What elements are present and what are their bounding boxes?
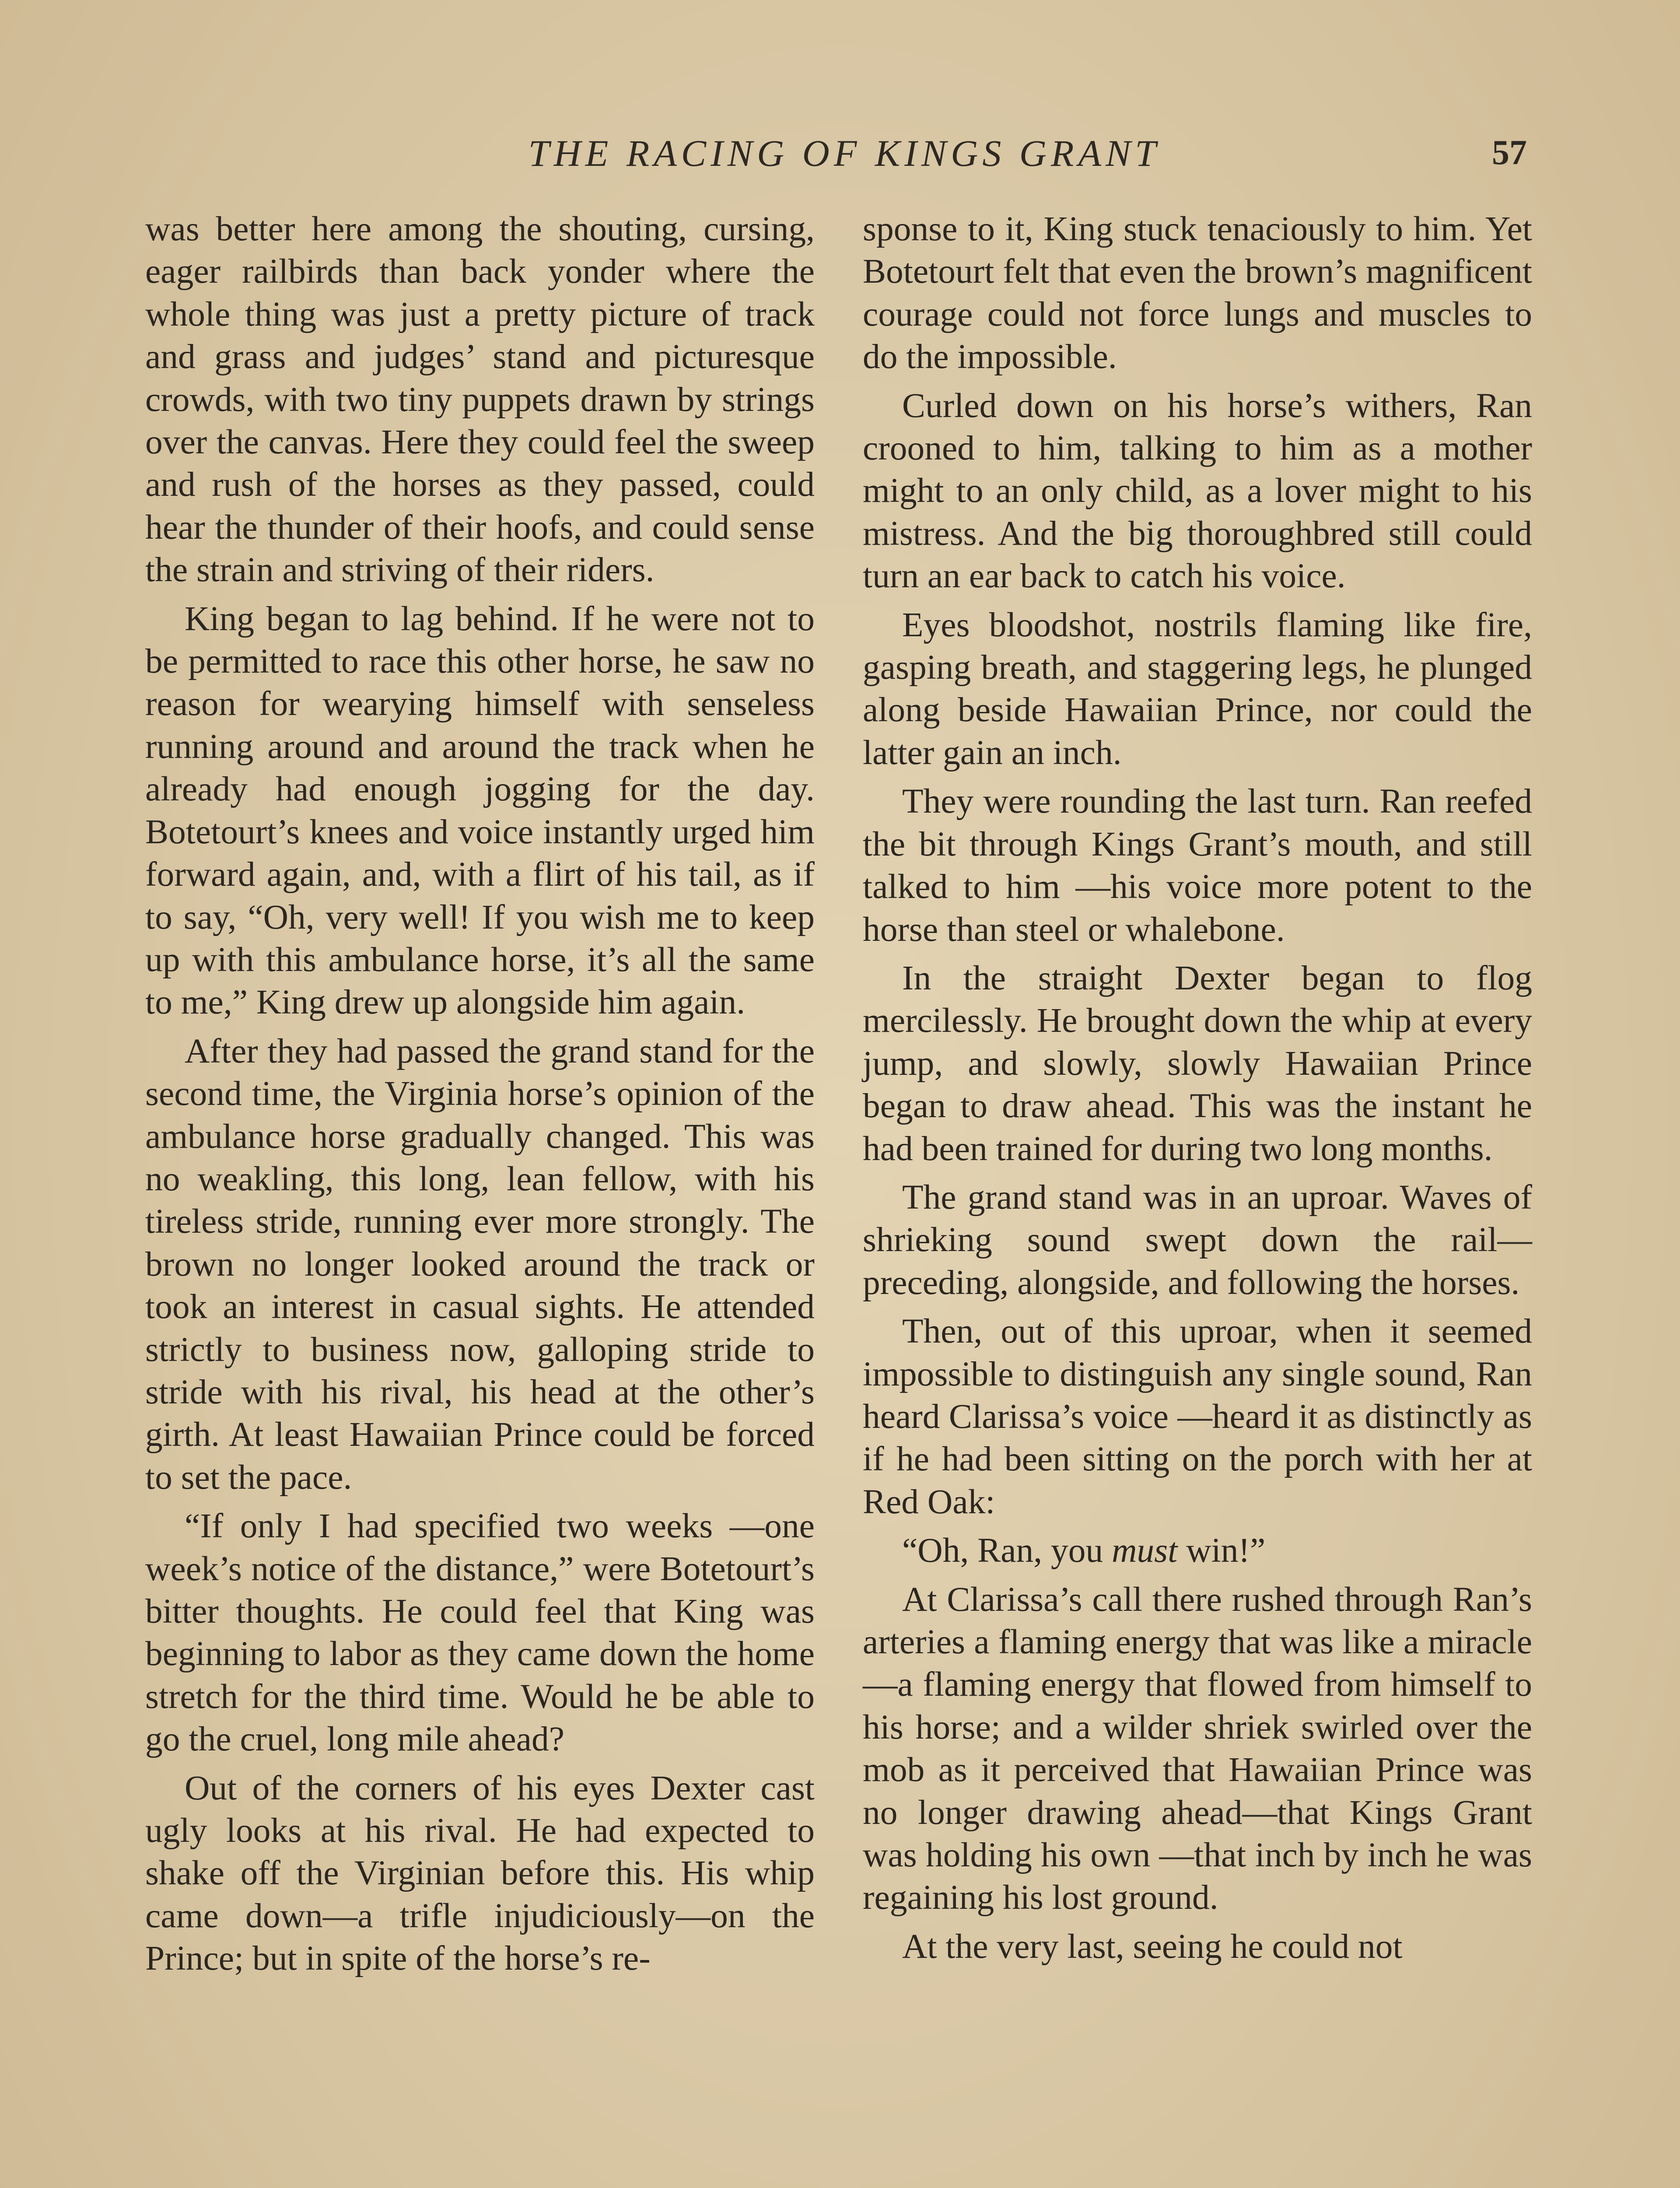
- paragraph: At the very last, seeing he could not: [902, 1927, 1403, 1966]
- paragraph: [863, 1529, 1532, 1572]
- page-header: [0, 131, 1680, 184]
- right-column: [863, 208, 1532, 1968]
- emphasis: must: [1112, 1531, 1178, 1570]
- paragraph: “If only I had specified two weeks —one week’s notice of the distance,” were Botetourt’s bitter thoughts. He could feel that King was beginning to labor as they came down the home stretch for the third time. Would he be able to go the cruel, long mile ahead?: [145, 1507, 815, 1759]
- paragraph: Then, out of this uproar, when it seemed impossible to distinguish any single sound, Ran heard Clarissa’s voice —heard it as distinctly as if he had been sitting on the porch with her at Red Oak:: [863, 1312, 1532, 1521]
- paragraph: They were rounding the last turn. Ran reefed the bit through Kings Grant’s mouth, and still talked to him —his voice more potent to the horse than steel or whalebone.: [863, 782, 1532, 949]
- paragraph: The grand stand was in an uproar. Waves of shrieking sound swept down the rail—preceding, alongside, and following the horses.: [863, 1178, 1532, 1302]
- left-column: [145, 208, 815, 1980]
- paragraph: King began to lag behind. If he were not to be permitted to race this other horse, he saw no reason for wearying himself with senseless running around and around the track when he already had enough jogging for the day. Botetourt’s knees and voice instantly urged him forward again, and, with a flirt of his tail, as if to say, “Oh, very well! If you wish me to keep up with this ambulance horse, it’s all the same to me,” King drew up alongside him again.: [145, 599, 815, 1022]
- paragraph: At Clarissa’s call there rushed through Ran’s arteries a flaming energy that was like a miracle—a flaming energy that flowed from himself to his horse; and a wilder shriek swirled over the mob as it perceived that Hawaiian Prince was no longer drawing ahead—that Kings Grant was holding his own —that inch by inch he was regaining his lost ground.: [863, 1580, 1532, 1917]
- paragraph: was better here among the shouting, cursing, eager railbirds than back yonder where the whole thing was just a pretty picture of track and grass and judges’ stand and picturesque crowds, with two tiny puppets drawn by strings over the canvas. Here they could feel the sweep and rush of the horses as they passed, could hear the thunder of their hoofs, and could sense the strain and striving of their riders.: [145, 210, 815, 589]
- paragraph: Eyes bloodshot, nostrils flaming like fire, gasping breath, and staggering legs, he plunged along beside Hawaiian Prince, nor could the latter gain an inch.: [863, 605, 1532, 772]
- quote-text: “Oh, Ran, you: [902, 1531, 1112, 1570]
- paragraph: Curled down on his horse’s withers, Ran crooned to him, talking to him as a mother might to an only child, as a lover might to his mistress. And the big thoroughbred still could turn an ear back to catch his voice.: [863, 386, 1532, 596]
- running-title: THE RACING OF KINGS GRANT: [528, 132, 1161, 174]
- paragraph: After they had passed the grand stand for the second time, the Virginia horse’s opinion of the ambulance horse gradually changed. This was no weakling, this long, lean fellow, with his tireless stride, running ever more strongly. The brown no longer looked around the track or took an interest in casual sights. He attended strictly to business now, galloping stride to stride with his rival, his head at the other’s girth. At least Hawaiian Prince could be forced to set the pace.: [145, 1031, 815, 1497]
- paragraph: sponse to it, King stuck tenaciously to him. Yet Botetourt felt that even the brown’s magnificent courage could not force lungs and muscles to do the impossible.: [863, 210, 1532, 376]
- quote-text: win!”: [1177, 1531, 1266, 1570]
- paragraph: Out of the corners of his eyes Dexter cast ugly looks at his rival. He had expected to shake off the Virginian before this. His whip came down—a trifle injudiciously—on the Prince; but in spite of the horse’s re-: [145, 1768, 815, 1978]
- page-number: 57: [1492, 133, 1527, 172]
- paragraph: In the straight Dexter began to flog mercilessly. He brought down the whip at every jump, and slowly, slowly Hawaiian Prince began to draw ahead. This was the instant he had been trained for during two long months.: [863, 958, 1532, 1168]
